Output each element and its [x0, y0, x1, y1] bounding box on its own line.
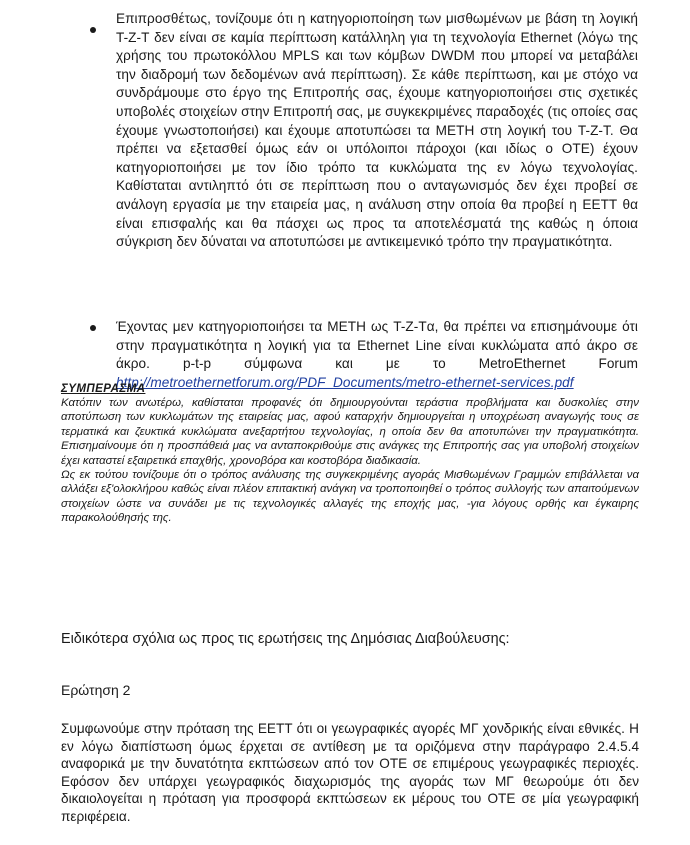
- conclusion-paragraph: Ως εκ τούτου τονίζουμε ότι ο τρόπος ανάλυσης της συγκεκριμένης αγοράς Μισθωμένων Γραμμών επιβάλλεται να αλλάξει εξ'ολοκλήρου καθώς είναι πλέον επιτακτική ανάγκη να τροποποιηθεί ο τρόπος συλλογής των απαιτούμενων στοιχείων ώστε να συνάδει με τις τεχνολογικές αλλαγές της εποχής μας, -για λόγους ορθής και έγκαιρης παρακολούθησής της.: [61, 469, 639, 525]
- bullet-item: [90, 10, 638, 252]
- question-title: Ερώτηση 2: [61, 682, 131, 698]
- section-heading: Ειδικότερα σχόλια ως προς τις ερωτήσεις της Δημόσιας Διαβούλευσης:: [61, 631, 510, 647]
- bullet-dot: [90, 27, 96, 33]
- bullet-dot: [90, 325, 96, 331]
- question-answer: Συμφωνούμε στην πρόταση της ΕΕΤΤ ότι οι γεωγραφικές αγορές ΜΓ χονδρικής είναι εθνικές. Η εν λόγω διαπίστωση όμως έρχεται σε αντίθεση με τα οριζόμενα στην παράγραφο 2.4.5.4 αναφορικά με την δυνατότητα εκπτώσεων από τον ΟΤΕ σε επιμέρους γεωγραφικές περιοχές. Εφόσον δεν υπάρχει γεωγραφικός διαχωρισμός της αγοράς των ΜΓ θεωρούμε ότι δεν δικαιολογείται η πρόταση για προσφορά εκπτώσεων εκ μέρους του ΟΤΕ σε μία γεωγραφική περιφέρεια.: [61, 721, 639, 824]
- conclusion-heading: ΣΥΜΠΕΡΑΣΜΑ: [61, 382, 146, 395]
- bullet-text: Επιπροσθέτως, τονίζουμε ότι η κατηγοριοποίηση των μισθωμένων με βάση τη λογική T-Z-T δεν είναι σε καμία περίπτωση κατάλληλη για τη τεχνολογία Ethernet (λόγω της χρήσης του πρωτοκόλλου MPLS και των κόμβων DWDM που μπορεί να μεταβάλει την διαδρομή των δεδομένων ανά περίπτωση). Σε κάθε περίπτωση, και με στόχο να συνδράμουμε στο έργο της Επιτροπής σας, έχουμε κατηγοριοποιήσει στις σχετικές υποβολές στοιχείων στην Επιτροπή σας, με συγκεκριμένες παραδοχές (τις οποίες σας έχουμε γνωστοποιήσει) και έχουμε αποτυπώσει τα ΜΕΤΗ στη λογική του T-Z-T. Θα πρέπει να εξετασθεί όμως εάν οι υπόλοιποι πάροχοι (και ιδίως ο ΟΤΕ) έχουν κατηγοριοποιήσει με τον ίδιο τρόπο τα κυκλώματα της εν λόγω τεχνολογίας. Καθίσταται αντιληπτό ότι σε περίπτωση που ο ανταγωνισμός δεν έχει προβεί σε ανάλογη εργασία με την εταιρεία μας, η ανάλυση στην οποία θα προβεί η ΕΕΤΤ θα είναι επισφαλής και θα πάσχει ως προς τα αποτελέσματά της καθώς η όποια σύγκριση δεν δύναται να αποτυπώσει με αντικειμενικό τρόπο την πραγματικότητα.: [116, 11, 638, 250]
- conclusion-paragraph: Κατόπιν των ανωτέρω, καθίσταται προφανές ότι δημιουργούνται τεράστια προβλήματα και δυσκολίες στην αποτύπωση των κυκλωμάτων της εταιρείας μας, αφού καταρχήν δημιουργείται η υποχρέωση αναγωγής τους σε τερματικά και ζευκτικά κυκλώματα ανεξαρτήτου τεχνολογίας, η οποία δεν θα αποτυπώνει την πραγματικότητα. Επισημαίνουμε ότι η προσπάθειά μας να ανταποκριθούμε στις ανάγκες της Επιτροπής σας για υποβολή στοιχείων έχει καταστεί εξαιρετικά επαχθής, χρονοβόρα και κοστοβόρα διαδικασία.: [61, 397, 639, 467]
- conclusion-section: [61, 382, 639, 526]
- mef-link[interactable]: http://metroethernetforum.org/PDF_Documents/metro-ethernet-services.pdf: [116, 374, 574, 390]
- bullet-text-body: Έχοντας μεν κατηγοριοποιήσει τα ΜΕΤΗ ως T-Z-Tα, θα πρέπει να επισημάνουμε ότι στην πραγματικότητα η λογική για τα Ethernet Line είναι κυκλώματα από άκρο σε άκρο. p-t-p σύμφωνα και με το MetroEthernet Forum: [116, 319, 638, 372]
